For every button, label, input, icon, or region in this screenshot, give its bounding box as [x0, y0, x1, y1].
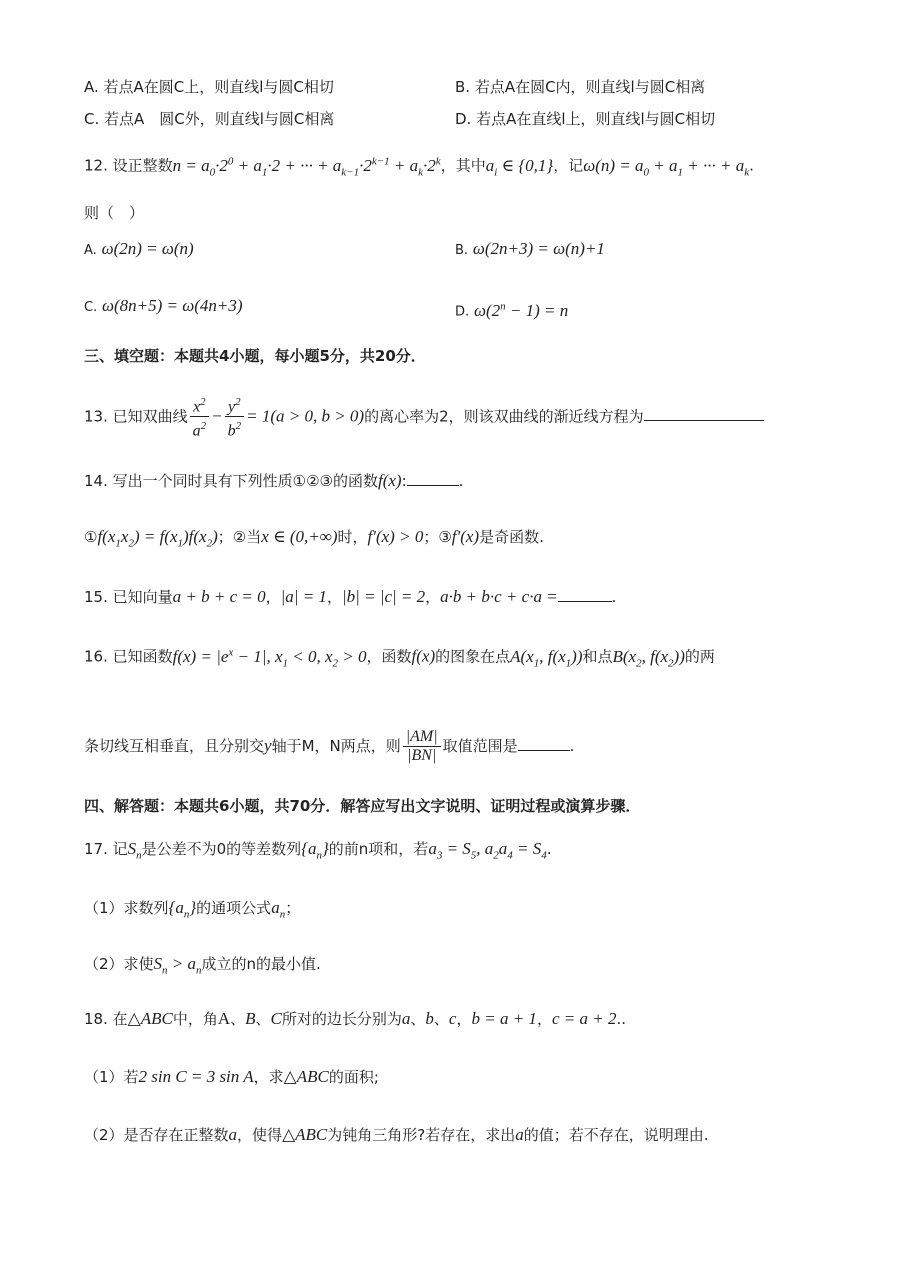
q18-part2: （2）是否存在正整数a，使得△ABC为钝角三角形?若存在，求出a的值；若不存在，说明理由.: [84, 1125, 709, 1144]
q14-answer-blank[interactable]: [407, 471, 459, 486]
q12-option-d: D. $\omega(2^n - 1) = n$: [455, 300, 569, 320]
q15-answer-blank[interactable]: [558, 587, 612, 602]
q18-stem: 18. 在△ABC中，角A、B、C所对的边长分别为a、b、c，b = a + 1，c = a + 2..: [84, 1009, 626, 1028]
section-3-heading: 三、填空题：本题共4小题，每小题5分，共20分．: [84, 347, 426, 365]
q15: 15. 已知向量a + b + c = 0，|a| = 1，|b| = |c| = 2，a·b + b·c + c·a = .: [84, 587, 617, 606]
q17-part2: （2）求使$S_n > a_n$成立的n的最小值.: [84, 954, 321, 977]
q12-then: 则（ ）: [84, 204, 145, 222]
q13-answer-blank[interactable]: [644, 406, 764, 421]
q16-line1: 16. 已知函数$f(x) = |e^x - 1|$, $x_1 < 0$, $x_2 > 0$，函数f(x)的图象在点$A(x_1$, $f(x_1)$)和点$B(x_2$, $f(x_2)$)的两: [84, 646, 715, 670]
q18-part1: （1）若2 sin C = 3 sin A，求△ABC的面积;: [84, 1067, 379, 1086]
q12-option-b: B. ω(2n+3) = ω(n)+1: [455, 239, 605, 258]
q14-stem: 14. 写出一个同时具有下列性质①②③的函数f(x): .: [84, 471, 464, 490]
q17-stem: 17. 记$S_n$是公差不为0的等差数列$\{a_n\}$的前n项和，若$a_3 = S_5$, $a_2a_4 = S_4$.: [84, 839, 552, 862]
q17-part1: （1）求数列$\{a_n\}$的通项公式$a_n$；: [84, 898, 301, 921]
q11-option-c: C. 若点A 圆C外，则直线l与圆C相离: [84, 110, 335, 128]
q13: 13. 已知双曲线 $\frac{x^2}{a^2}$ − $\frac{y^2}{b^2}$ = 1(a > 0, b > 0)的离心率为2，则该双曲线的渐近线方程为: [84, 393, 764, 441]
q12-option-a: A. ω(2n) = ω(n): [84, 239, 194, 258]
q14-properties: $①f(x_1x_2) = f(x_1)f(x_2)$；②当x ∈ (0,+∞)时，f′(x) > 0；③f′(x)是奇函数.: [84, 527, 544, 550]
section-4-heading: 四、解答题：本题共6小题，共70分．解答应写出文字说明、证明过程或演算步骤．: [84, 797, 641, 815]
q12-option-c: C. ω(8n+5) = ω(4n+3): [84, 296, 243, 315]
q16-answer-blank[interactable]: [518, 736, 570, 751]
q12-stem: 12. 设正整数$n = a_0\cdot 2^0 + a_1\cdot 2$ + ··· + $a_{k-1}\cdot 2^{k-1} + a_k\cdot 2^k$，其中$a_i$ ∈ {0,1}，记$\omega(n) = a_0 + a_1$ + ··· + $a_k$.: [84, 155, 754, 179]
q11-option-a: A. 若点A在圆C上，则直线l与圆C相切: [84, 78, 334, 96]
q11-option-d: D. 若点A在直线l上，则直线l与圆C相切: [455, 110, 716, 128]
q11-option-b: B. 若点A在圆C内，则直线l与圆C相离: [455, 78, 706, 96]
q16-line2: 条切线互相垂直，且分别交y轴于M，N两点，则 $\frac{|AM|}{|BN|}$ 取值范围是 .: [84, 728, 575, 764]
